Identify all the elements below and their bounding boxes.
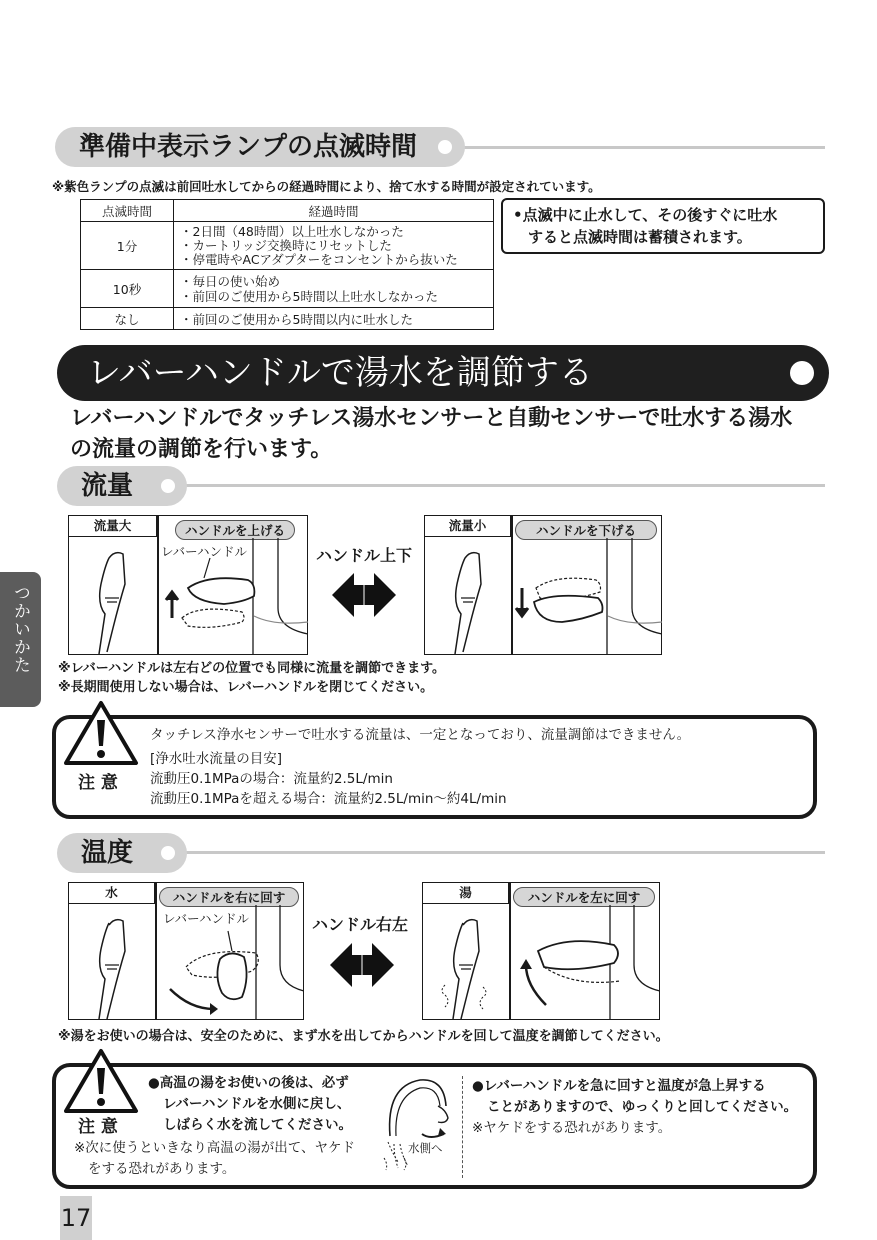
caution-line: ●高温の湯をお使いの後は、必ず xyxy=(148,1075,349,1091)
caution-line: ●レバーハンドルを急に回すと温度が急上昇する xyxy=(472,1078,766,1094)
middle-label: ハンドル右左 xyxy=(312,915,409,934)
flow-note-2: ※長期間使用しない場合は、レバーハンドルを閉じてください。 xyxy=(58,680,434,695)
water-side-label: 水側へ xyxy=(408,1141,443,1155)
caution-left-text xyxy=(148,1073,352,1136)
lead-text xyxy=(70,403,850,465)
faucet-hot-icon xyxy=(423,905,509,1019)
main-banner xyxy=(57,345,829,401)
middle-label: ハンドル上下 xyxy=(316,546,413,565)
figure-label: 湯 xyxy=(423,883,509,904)
accumulate-note-box xyxy=(501,198,825,254)
section-rule xyxy=(170,851,825,854)
figure-water xyxy=(68,882,304,1020)
pill-dot xyxy=(436,138,454,156)
up-down-arrow-icon xyxy=(332,573,396,617)
caution-text xyxy=(150,725,800,809)
figure-label: 流量小 xyxy=(425,516,511,537)
lever-label: レバーハンドル xyxy=(163,911,250,926)
flow-note-1: ※レバーハンドルは左右どの位置でも同様に流量を調節できます。 xyxy=(58,661,446,676)
cell-elapsed xyxy=(174,308,494,330)
elapsed-line: ・2日間（48時間）以上吐水しなかった xyxy=(180,223,404,239)
cell-time: 1分 xyxy=(81,222,174,270)
caution-label: 注 意 xyxy=(78,1117,118,1137)
banner-dot xyxy=(790,361,814,385)
elapsed-line: ・前回のご使用から5時間以内に吐水した xyxy=(180,311,413,327)
figure-label: 流量大 xyxy=(69,516,157,537)
page-number: 17 xyxy=(60,1196,92,1240)
caution-left-sub xyxy=(74,1138,355,1180)
cell-time: なし xyxy=(81,308,174,330)
action-pill: ハンドルを右に回す xyxy=(159,887,299,907)
cell-elapsed xyxy=(174,270,494,308)
figure-hot xyxy=(422,882,660,1020)
side-tab-label: つかいかた xyxy=(10,584,30,674)
banner-title: レバーハンドルで湯水を調節する xyxy=(87,353,593,393)
figure-flow-large xyxy=(68,515,308,655)
caution-line: [浄水吐水流量の目安] xyxy=(150,751,283,767)
caution-divider xyxy=(462,1076,463,1178)
caution-right-text xyxy=(472,1076,797,1139)
caution-line: しばらく水を流してください。 xyxy=(163,1117,352,1133)
elapsed-line: ・カートリッジ交換時にリセットした xyxy=(180,237,392,253)
lever-right-drawing xyxy=(156,905,304,1019)
lever-down-drawing xyxy=(512,538,662,654)
pill-dot xyxy=(159,477,177,495)
elapsed-line: ・前回のご使用から5時間以上吐水しなかった xyxy=(180,288,438,304)
caution-line: 流動圧0.1MPaを超える場合：流量約2.5L/min～約4L/min xyxy=(150,791,507,807)
left-right-arrow-icon xyxy=(330,943,394,987)
caution-line: タッチレス浄水センサーで吐水する流量は、一定となっており、流量調節はできません。 xyxy=(150,727,691,743)
faucet-side-icon xyxy=(425,538,511,654)
action-pill: ハンドルを左に回す xyxy=(513,887,655,907)
lever-label: レバーハンドル xyxy=(161,544,248,559)
box-line: •点滅中に止水して、その後すぐに吐水 xyxy=(513,206,778,224)
pill-dot xyxy=(159,844,177,862)
section-title-text: 流量 xyxy=(81,471,134,501)
elapsed-line: ・停電時やACアダプターをコンセントから抜いた xyxy=(180,251,458,267)
section-title-text: 温度 xyxy=(81,838,134,868)
lever-left-drawing xyxy=(510,905,660,1019)
elapsed-line: ・毎日の使い始め xyxy=(180,273,281,289)
blink-table xyxy=(80,199,494,330)
header-elapsed: 経過時間 xyxy=(174,200,494,222)
faucet-front-icon xyxy=(374,1072,456,1178)
caution-line: ことがありますので、ゆっくりと回してください。 xyxy=(487,1099,798,1115)
warning-icon xyxy=(63,1048,139,1114)
faucet-side-icon xyxy=(69,905,155,1019)
lead-line: レバーハンドルでタッチレス湯水センサーと自動センサーで吐水する湯水 xyxy=(70,406,793,431)
cell-time: 10秒 xyxy=(81,270,174,308)
section-rule xyxy=(170,484,825,487)
action-pill: ハンドルを上げる xyxy=(175,520,295,540)
section-title-text: 準備中表示ランプの点滅時間 xyxy=(79,132,418,162)
caution-line: ※ヤケドをする恐れがあります。 xyxy=(472,1120,672,1136)
box-line: すると点滅時間は蓄積されます。 xyxy=(513,228,752,246)
section-title-blink xyxy=(55,127,465,167)
caution-line: レバーハンドルを水側に戻し、 xyxy=(163,1096,351,1112)
caution-line: をする恐れがあります。 xyxy=(88,1161,236,1177)
warning-icon xyxy=(63,700,139,766)
faucet-side-icon xyxy=(69,538,157,654)
lead-line: の流量の調節を行います。 xyxy=(70,437,333,462)
lever-up-drawing xyxy=(158,538,308,654)
caution-line: 流動圧0.1MPaの場合：流量約2.5L/min xyxy=(150,771,393,787)
cell-elapsed xyxy=(174,222,494,270)
caution-label: 注 意 xyxy=(78,773,118,793)
header-blink-time: 点滅時間 xyxy=(81,200,174,222)
side-tab-usage[interactable] xyxy=(0,572,41,707)
caution-line: ※次に使うといきなり高温の湯が出て、ヤケド xyxy=(74,1140,356,1156)
action-pill: ハンドルを下げる xyxy=(515,520,657,540)
section-rule xyxy=(440,146,825,149)
figure-flow-small xyxy=(424,515,662,655)
temp-note: ※湯をお使いの場合は、安全のために、まず水を出してからハンドルを回して温度を調節してください。 xyxy=(58,1029,669,1044)
figure-label: 水 xyxy=(69,883,155,904)
blink-note: ※紫色ランプの点滅は前回吐水してからの経過時間により、捨て水する時間が設定されています。 xyxy=(52,179,601,194)
